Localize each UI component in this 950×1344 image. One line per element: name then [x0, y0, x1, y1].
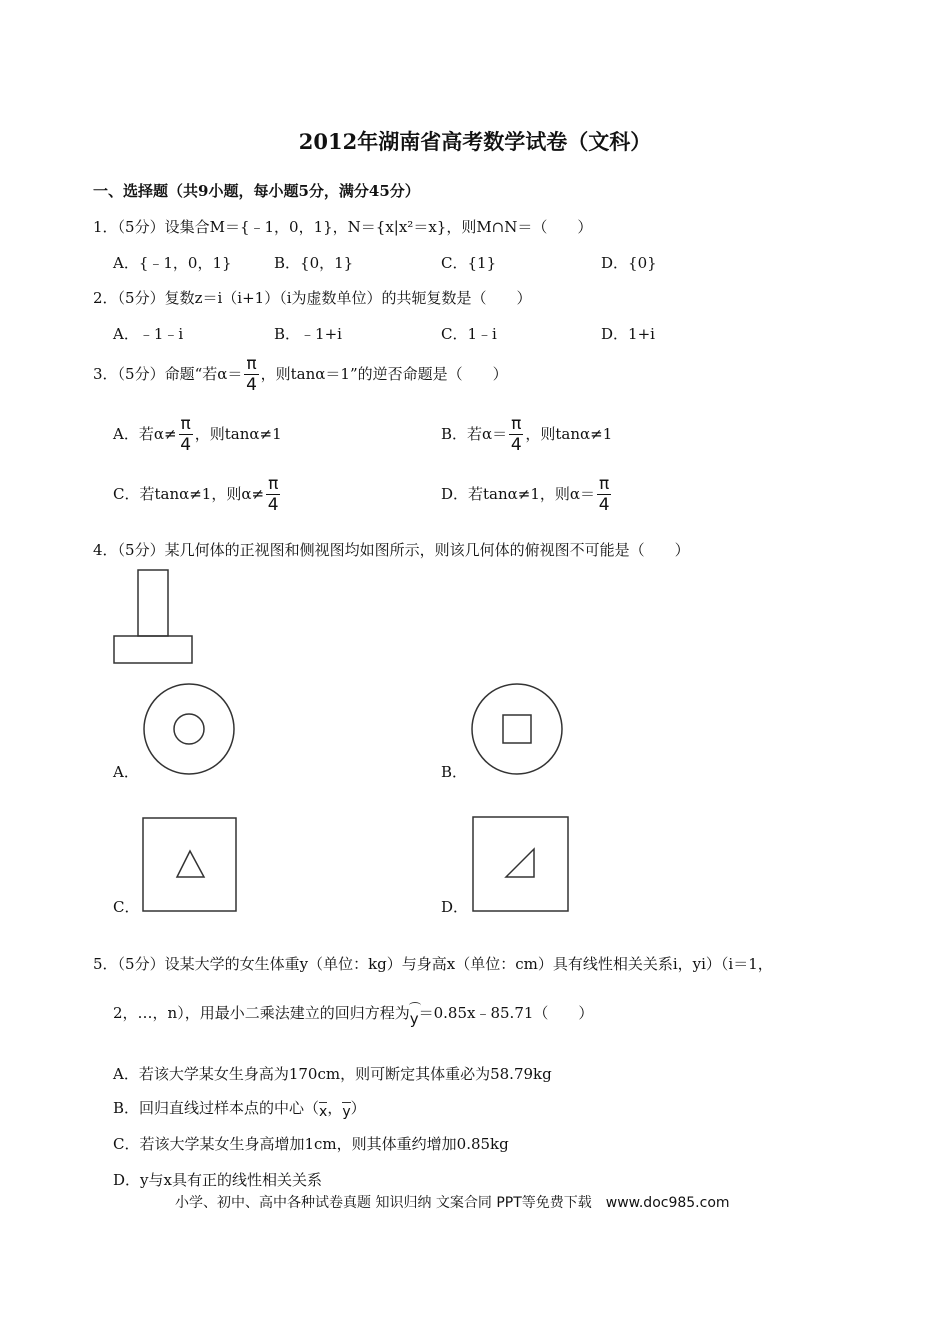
question-5-option-b: B．回归直线过样本点的中心（x，y） [113, 1099, 366, 1120]
question-4-stem: 4．（5分）某几何体的正视图和侧视图均如图所示，则该几何体的俯视图不可能是（ ） [93, 541, 690, 559]
question-5-stem-line-2: 2，…，n），用最小二乘法建立的回归方程为y＝0.85x﹣85.71（ ） [113, 1004, 594, 1028]
option-c-figure [141, 816, 239, 914]
question-1-option-d: D．{0} [601, 254, 657, 272]
question-4-option-b: B． [441, 763, 468, 781]
question-4-option-d: D． [441, 898, 469, 916]
option-a-figure [142, 682, 238, 778]
pi-over-4-fraction: $\frac{\pi}{4}$ [598, 474, 610, 515]
question-5-option-c: C．若该大学某女生身高增加1cm，则其体重约增加0.85kg [113, 1135, 509, 1153]
question-2-option-c: C．1﹣i [441, 325, 497, 343]
question-5-stem-line-1: 5．（5分）设某大学的女生体重y（单位：kg）与身高x（单位：cm）具有线性相关关系i，yi）（i＝1， [93, 955, 773, 973]
question-3-option-d: D．若tanα≠1，则α＝ $\frac{\pi}{4}$ [441, 474, 610, 515]
question-3-option-b: B．若α＝ $\frac{\pi}{4}$ ，则tanα≠1 [441, 414, 613, 455]
question-2-option-d: D．1+i [601, 325, 655, 343]
pi-over-4-fraction: $\frac{\pi}{4}$ [246, 354, 257, 395]
y-hat-symbol: y [409, 1010, 419, 1028]
option-b-figure [469, 682, 565, 778]
y-bar-symbol: y [342, 1104, 351, 1120]
question-1-option-b: B．{0，1} [274, 254, 354, 272]
question-5-option-d: D．y与x具有正的线性相关关系 [113, 1171, 322, 1189]
question-2-option-b: B．﹣1+i [274, 325, 342, 343]
question-2-option-a: A．﹣1﹣i [113, 325, 184, 343]
front-side-view-figure [110, 568, 200, 668]
page-footer: 小学、初中、高中各种试卷真题 知识归纳 文案合同 PPT等免费下载 www.doc985.com [175, 1195, 730, 1211]
question-3-option-a: A．若α≠ $\frac{\pi}{4}$ ，则tanα≠1 [113, 414, 282, 455]
section-heading: 一、选择题（共9小题，每小题5分，满分45分） [93, 182, 420, 200]
question-3-stem: 3．（5分）命题“若α＝ $\frac{\pi}{4}$ ，则tanα＝1”的逆否命题是（ ） [93, 354, 508, 395]
pi-over-4-fraction: $\frac{\pi}{4}$ [510, 414, 522, 455]
x-bar-symbol: x [319, 1104, 328, 1120]
pi-over-4-fraction: $\frac{\pi}{4}$ [180, 414, 192, 455]
question-2-stem: 2．（5分）复数z＝i（i+1）（i为虚数单位）的共轭复数是（ ） [93, 289, 532, 307]
question-1-option-c: C．{1} [441, 254, 497, 272]
question-4-option-a: A． [113, 763, 139, 781]
question-4-option-c: C． [113, 898, 140, 916]
question-3-option-c: C．若tanα≠1，则α≠ $\frac{\pi}{4}$ [113, 474, 279, 515]
question-5-option-a: A．若该大学某女生身高为170cm，则可断定其体重必为58.79kg [113, 1065, 552, 1083]
question-1-option-a: A．{﹣1，0，1} [113, 254, 232, 272]
page-title: 2012年湖南省高考数学试卷（文科） [298, 129, 652, 154]
question-1-stem: 1．（5分）设集合M＝{﹣1，0，1}，N＝{x|x²＝x}，则M∩N＝（ ） [93, 218, 593, 236]
pi-over-4-fraction: $\frac{\pi}{4}$ [267, 474, 279, 515]
option-d-figure [471, 815, 571, 913]
